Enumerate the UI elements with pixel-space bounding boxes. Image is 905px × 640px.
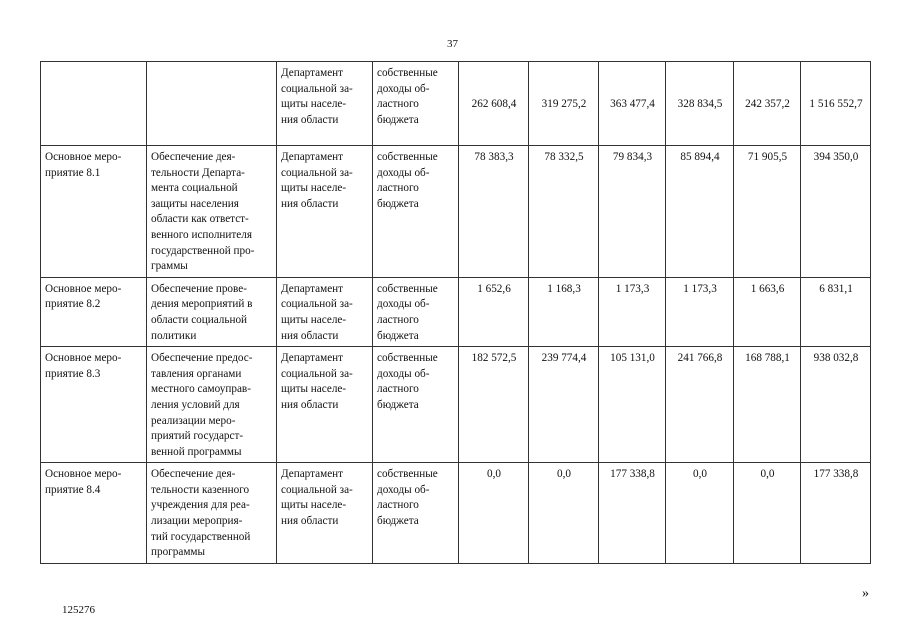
activity-cell: Основное меро- приятие 8.2 xyxy=(41,277,147,346)
funding-source-cell: собственные доходы об- ластного бюджета xyxy=(373,146,459,278)
year-value-cell: 78 332,5 xyxy=(529,146,599,278)
funding-source-cell: собственные доходы об- ластного бюджета xyxy=(373,277,459,346)
budget-table xyxy=(40,61,871,564)
year-value-cell: 79 834,3 xyxy=(599,146,666,278)
table-row xyxy=(41,277,871,346)
year-value-cell: 1 663,6 xyxy=(734,277,801,346)
year-value-cell: 71 905,5 xyxy=(734,146,801,278)
year-value-cell: 0,0 xyxy=(666,463,734,564)
table-row xyxy=(41,463,871,564)
description-cell: Обеспечение дея- тельности Департа- мента социальной защиты населения области как ответст- венного исполнителя государственной про- граммы xyxy=(147,146,277,278)
total-value-cell: 394 350,0 xyxy=(801,146,871,278)
year-value-cell: 241 766,8 xyxy=(666,347,734,463)
description-cell: Обеспечение предос- тавления органами местного самоуправ- ления условий для реализации меро- приятий государст- венной программы xyxy=(147,347,277,463)
page-number: 37 xyxy=(447,38,458,50)
year-value-cell: 177 338,8 xyxy=(599,463,666,564)
year-value-cell: 242 357,2 xyxy=(734,62,801,146)
executor-cell: Департамент социальной за- щиты населе- ния области xyxy=(277,463,373,564)
total-value-cell: 6 831,1 xyxy=(801,277,871,346)
year-value-cell: 1 168,3 xyxy=(529,277,599,346)
year-value-cell: 239 774,4 xyxy=(529,347,599,463)
activity-cell: Основное меро- приятие 8.1 xyxy=(41,146,147,278)
year-value-cell: 85 894,4 xyxy=(666,146,734,278)
year-value-cell: 1 173,3 xyxy=(666,277,734,346)
year-value-cell: 78 383,3 xyxy=(459,146,529,278)
year-value-cell: 328 834,5 xyxy=(666,62,734,146)
year-value-cell: 0,0 xyxy=(529,463,599,564)
year-value-cell: 1 173,3 xyxy=(599,277,666,346)
year-value-cell: 262 608,4 xyxy=(459,62,529,146)
funding-source-cell: собственные доходы об- ластного бюджета xyxy=(373,347,459,463)
year-value-cell: 168 788,1 xyxy=(734,347,801,463)
table-row xyxy=(41,146,871,278)
footer-code: 125276 xyxy=(62,604,95,616)
activity-cell xyxy=(41,62,147,146)
executor-cell: Департамент социальной за- щиты населе- ния области xyxy=(277,62,373,146)
description-cell xyxy=(147,62,277,146)
table-row xyxy=(41,347,871,463)
funding-source-cell: собственные доходы об- ластного бюджета xyxy=(373,463,459,564)
table-row xyxy=(41,62,871,146)
total-value-cell: 938 032,8 xyxy=(801,347,871,463)
year-value-cell: 1 652,6 xyxy=(459,277,529,346)
closing-quote-mark: » xyxy=(862,586,869,601)
description-cell: Обеспечение прове- дения мероприятий в области социальной политики xyxy=(147,277,277,346)
year-value-cell: 182 572,5 xyxy=(459,347,529,463)
funding-source-cell: собственные доходы об- ластного бюджета xyxy=(373,62,459,146)
year-value-cell: 0,0 xyxy=(459,463,529,564)
year-value-cell: 363 477,4 xyxy=(599,62,666,146)
description-cell: Обеспечение дея- тельности казенного учреждения для реа- лизации мероприя- тий государственной программы xyxy=(147,463,277,564)
year-value-cell: 0,0 xyxy=(734,463,801,564)
year-value-cell: 319 275,2 xyxy=(529,62,599,146)
executor-cell: Департамент социальной за- щиты населе- ния области xyxy=(277,347,373,463)
year-value-cell: 105 131,0 xyxy=(599,347,666,463)
executor-cell: Департамент социальной за- щиты населе- ния области xyxy=(277,277,373,346)
activity-cell: Основное меро- приятие 8.4 xyxy=(41,463,147,564)
total-value-cell: 177 338,8 xyxy=(801,463,871,564)
total-value-cell: 1 516 552,7 xyxy=(801,62,871,146)
executor-cell: Департамент социальной за- щиты населе- ния области xyxy=(277,146,373,278)
activity-cell: Основное меро- приятие 8.3 xyxy=(41,347,147,463)
